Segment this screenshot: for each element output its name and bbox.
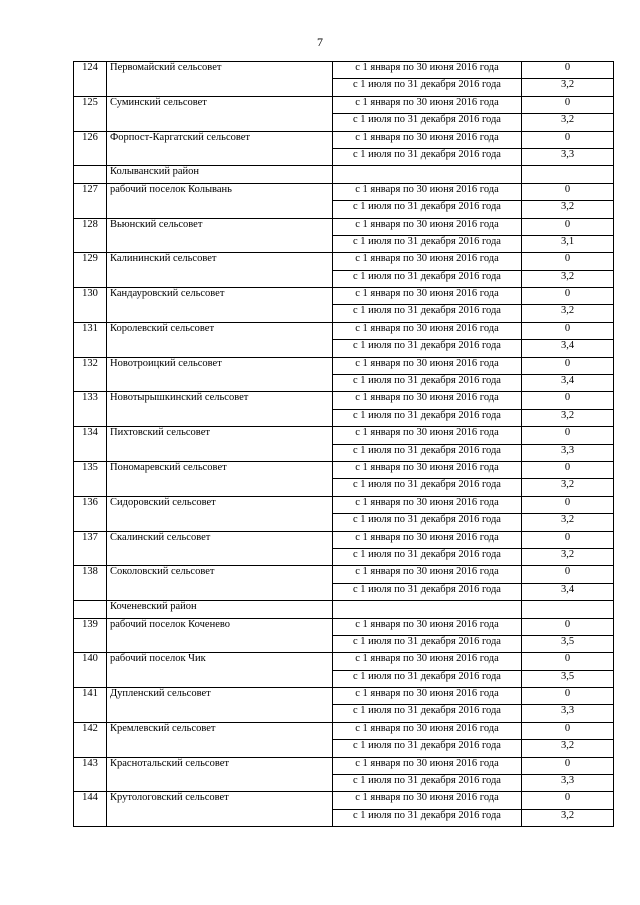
row-number: 126 (74, 131, 107, 148)
value-second-half: 3,1 (522, 235, 614, 252)
row-number: 129 (74, 253, 107, 270)
period-second-half: с 1 июля по 31 декабря 2016 года (333, 340, 522, 357)
period-second-half: с 1 июля по 31 декабря 2016 года (333, 270, 522, 287)
value-first-half: 0 (522, 496, 614, 513)
value-second-half: 3,2 (522, 114, 614, 131)
municipality-name-cell (107, 235, 333, 252)
value-first-half: 0 (522, 253, 614, 270)
table-row (74, 566, 614, 583)
period-second-half: с 1 июля по 31 декабря 2016 года (333, 375, 522, 392)
period-second-half: с 1 июля по 31 декабря 2016 года (333, 79, 522, 96)
row-number: 144 (74, 792, 107, 809)
table-row (74, 322, 614, 339)
district-row (74, 166, 614, 183)
period-first-half: с 1 января по 30 июня 2016 года (333, 392, 522, 409)
period-first-half: с 1 января по 30 июня 2016 года (333, 218, 522, 235)
value-first-half: 0 (522, 531, 614, 548)
period-second-half: с 1 июля по 31 декабря 2016 года (333, 548, 522, 565)
table-row (74, 409, 614, 426)
table-row (74, 183, 614, 200)
value-second-half: 3,2 (522, 305, 614, 322)
municipality-name-cell (107, 809, 333, 826)
row-number-cell (74, 670, 107, 687)
row-number-cell (74, 235, 107, 252)
municipality-name-cell (107, 270, 333, 287)
period-second-half: с 1 июля по 31 декабря 2016 года (333, 305, 522, 322)
value-second-half: 3,2 (522, 740, 614, 757)
period-second-half: с 1 июля по 31 декабря 2016 года (333, 809, 522, 826)
row-number: 139 (74, 618, 107, 635)
row-number: 128 (74, 218, 107, 235)
period-first-half: с 1 января по 30 июня 2016 года (333, 461, 522, 478)
row-number: 132 (74, 357, 107, 374)
municipality-name-cell (107, 340, 333, 357)
table-row (74, 653, 614, 670)
value-first-half: 0 (522, 183, 614, 200)
row-number-cell (74, 479, 107, 496)
row-number: 142 (74, 722, 107, 739)
row-number-cell (74, 114, 107, 131)
table-row (74, 427, 614, 444)
value-first-half: 0 (522, 62, 614, 79)
table-row (74, 79, 614, 96)
row-number: 131 (74, 322, 107, 339)
value-first-half: 0 (522, 427, 614, 444)
municipality-name: Новотырышкинский сельсовет (107, 392, 333, 409)
municipality-name: Кандауровский сельсовет (107, 288, 333, 305)
table-row (74, 757, 614, 774)
municipality-name: Пономаревский сельсовет (107, 461, 333, 478)
period-first-half: с 1 января по 30 июня 2016 года (333, 427, 522, 444)
district-name: Коченевский район (107, 601, 333, 618)
table-row (74, 218, 614, 235)
table-row (74, 392, 614, 409)
table-row (74, 253, 614, 270)
period-first-half: с 1 января по 30 июня 2016 года (333, 566, 522, 583)
value-second-half: 3,4 (522, 340, 614, 357)
period-second-half: с 1 июля по 31 декабря 2016 года (333, 114, 522, 131)
value-second-half: 3,2 (522, 270, 614, 287)
period-second-half: с 1 июля по 31 декабря 2016 года (333, 583, 522, 600)
period-first-half: с 1 января по 30 июня 2016 года (333, 253, 522, 270)
period-first-half: с 1 января по 30 июня 2016 года (333, 183, 522, 200)
municipality-name-cell (107, 705, 333, 722)
period-second-half: с 1 июля по 31 декабря 2016 года (333, 444, 522, 461)
table-row (74, 775, 614, 792)
value-cell (522, 166, 614, 183)
value-first-half: 0 (522, 392, 614, 409)
value-first-half: 0 (522, 792, 614, 809)
table-row (74, 479, 614, 496)
value-second-half: 3,4 (522, 583, 614, 600)
table-row (74, 305, 614, 322)
period-second-half: с 1 июля по 31 декабря 2016 года (333, 409, 522, 426)
row-number-cell (74, 705, 107, 722)
table-row (74, 235, 614, 252)
table-row (74, 792, 614, 809)
row-number: 133 (74, 392, 107, 409)
table-row (74, 357, 614, 374)
page-number: 7 (317, 35, 323, 49)
row-number: 130 (74, 288, 107, 305)
row-number-cell (74, 270, 107, 287)
value-second-half: 3,3 (522, 444, 614, 461)
period-first-half: с 1 января по 30 июня 2016 года (333, 531, 522, 548)
row-number: 135 (74, 461, 107, 478)
value-second-half: 3,4 (522, 375, 614, 392)
municipality-name: Форпост-Каргатский сельсовет (107, 131, 333, 148)
value-first-half: 0 (522, 461, 614, 478)
row-number-cell (74, 340, 107, 357)
row-number-cell (74, 305, 107, 322)
table-row (74, 635, 614, 652)
value-second-half: 3,2 (522, 548, 614, 565)
tariff-table (73, 61, 614, 827)
municipality-name: рабочий поселок Коченево (107, 618, 333, 635)
table-row (74, 96, 614, 113)
period-cell (333, 601, 522, 618)
table-row (74, 722, 614, 739)
period-second-half: с 1 июля по 31 декабря 2016 года (333, 740, 522, 757)
row-number-cell (74, 583, 107, 600)
value-second-half: 3,3 (522, 148, 614, 165)
municipality-name-cell (107, 635, 333, 652)
value-first-half: 0 (522, 357, 614, 374)
period-first-half: с 1 января по 30 июня 2016 года (333, 722, 522, 739)
table-row (74, 496, 614, 513)
table-row (74, 288, 614, 305)
value-first-half: 0 (522, 131, 614, 148)
municipality-name-cell (107, 79, 333, 96)
municipality-name-cell (107, 670, 333, 687)
municipality-name: Дупленский сельсовет (107, 688, 333, 705)
period-first-half: с 1 января по 30 июня 2016 года (333, 653, 522, 670)
table-row (74, 270, 614, 287)
municipality-name: Сидоровский сельсовет (107, 496, 333, 513)
municipality-name: рабочий поселок Колывань (107, 183, 333, 200)
row-number: 134 (74, 427, 107, 444)
municipality-name: Вьюнский сельсовет (107, 218, 333, 235)
table-row (74, 809, 614, 826)
table-row (74, 514, 614, 531)
value-second-half: 3,3 (522, 775, 614, 792)
row-number: 143 (74, 757, 107, 774)
period-first-half: с 1 января по 30 июня 2016 года (333, 618, 522, 635)
row-number-cell (74, 166, 107, 183)
period-second-half: с 1 июля по 31 декабря 2016 года (333, 235, 522, 252)
value-cell (522, 601, 614, 618)
municipality-name-cell (107, 740, 333, 757)
period-first-half: с 1 января по 30 июня 2016 года (333, 757, 522, 774)
table-row (74, 114, 614, 131)
period-first-half: с 1 января по 30 июня 2016 года (333, 288, 522, 305)
row-number: 127 (74, 183, 107, 200)
value-first-half: 0 (522, 618, 614, 635)
municipality-name-cell (107, 148, 333, 165)
municipality-name-cell (107, 409, 333, 426)
municipality-name: Калининский сельсовет (107, 253, 333, 270)
table-row (74, 461, 614, 478)
table-row (74, 201, 614, 218)
table-row (74, 444, 614, 461)
value-first-half: 0 (522, 566, 614, 583)
row-number-cell (74, 148, 107, 165)
municipality-name: Соколовский сельсовет (107, 566, 333, 583)
period-second-half: с 1 июля по 31 декабря 2016 года (333, 148, 522, 165)
row-number-cell (74, 548, 107, 565)
value-first-half: 0 (522, 218, 614, 235)
value-second-half: 3,2 (522, 409, 614, 426)
municipality-name: рабочий поселок Чик (107, 653, 333, 670)
municipality-name: Крутологовский сельсовет (107, 792, 333, 809)
table-row (74, 62, 614, 79)
row-number-cell (74, 444, 107, 461)
value-second-half: 3,2 (522, 201, 614, 218)
table-row (74, 131, 614, 148)
period-second-half: с 1 июля по 31 декабря 2016 года (333, 705, 522, 722)
municipality-name: Скалинский сельсовет (107, 531, 333, 548)
municipality-name: Королевский сельсовет (107, 322, 333, 339)
value-first-half: 0 (522, 688, 614, 705)
value-first-half: 0 (522, 322, 614, 339)
row-number: 138 (74, 566, 107, 583)
municipality-name: Первомайский сельсовет (107, 62, 333, 79)
period-second-half: с 1 июля по 31 декабря 2016 года (333, 670, 522, 687)
period-cell (333, 166, 522, 183)
row-number: 136 (74, 496, 107, 513)
district-name: Колыванский район (107, 166, 333, 183)
municipality-name-cell (107, 305, 333, 322)
value-first-half: 0 (522, 653, 614, 670)
value-first-half: 0 (522, 288, 614, 305)
period-first-half: с 1 января по 30 июня 2016 года (333, 131, 522, 148)
period-first-half: с 1 января по 30 июня 2016 года (333, 322, 522, 339)
municipality-name: Суминский сельсовет (107, 96, 333, 113)
table-row (74, 740, 614, 757)
row-number-cell (74, 601, 107, 618)
period-first-half: с 1 января по 30 июня 2016 года (333, 62, 522, 79)
value-second-half: 3,2 (522, 79, 614, 96)
value-second-half: 3,3 (522, 705, 614, 722)
table-row (74, 618, 614, 635)
table-row (74, 148, 614, 165)
value-first-half: 0 (522, 757, 614, 774)
row-number: 140 (74, 653, 107, 670)
table-row (74, 705, 614, 722)
row-number-cell (74, 809, 107, 826)
period-second-half: с 1 июля по 31 декабря 2016 года (333, 635, 522, 652)
municipality-name-cell (107, 444, 333, 461)
table-row (74, 688, 614, 705)
period-second-half: с 1 июля по 31 декабря 2016 года (333, 775, 522, 792)
row-number: 137 (74, 531, 107, 548)
municipality-name: Краснотальский сельсовет (107, 757, 333, 774)
table-row (74, 531, 614, 548)
table-row (74, 340, 614, 357)
value-second-half: 3,2 (522, 514, 614, 531)
municipality-name-cell (107, 201, 333, 218)
municipality-name-cell (107, 114, 333, 131)
municipality-name: Кремлевский сельсовет (107, 722, 333, 739)
value-first-half: 0 (522, 722, 614, 739)
period-first-half: с 1 января по 30 июня 2016 года (333, 357, 522, 374)
row-number-cell (74, 79, 107, 96)
period-second-half: с 1 июля по 31 декабря 2016 года (333, 201, 522, 218)
row-number: 125 (74, 96, 107, 113)
value-second-half: 3,5 (522, 635, 614, 652)
municipality-name-cell (107, 375, 333, 392)
period-first-half: с 1 января по 30 июня 2016 года (333, 792, 522, 809)
table-body (74, 62, 614, 827)
row-number: 141 (74, 688, 107, 705)
row-number-cell (74, 514, 107, 531)
municipality-name-cell (107, 583, 333, 600)
value-first-half: 0 (522, 96, 614, 113)
row-number-cell (74, 775, 107, 792)
period-second-half: с 1 июля по 31 декабря 2016 года (333, 479, 522, 496)
municipality-name-cell (107, 514, 333, 531)
table-row (74, 375, 614, 392)
row-number: 124 (74, 62, 107, 79)
row-number-cell (74, 635, 107, 652)
municipality-name: Пихтовский сельсовет (107, 427, 333, 444)
period-second-half: с 1 июля по 31 декабря 2016 года (333, 514, 522, 531)
period-first-half: с 1 января по 30 июня 2016 года (333, 96, 522, 113)
municipality-name-cell (107, 775, 333, 792)
municipality-name-cell (107, 479, 333, 496)
district-row (74, 601, 614, 618)
row-number-cell (74, 409, 107, 426)
value-second-half: 3,2 (522, 479, 614, 496)
value-second-half: 3,5 (522, 670, 614, 687)
value-second-half: 3,2 (522, 809, 614, 826)
period-first-half: с 1 января по 30 июня 2016 года (333, 688, 522, 705)
municipality-name-cell (107, 548, 333, 565)
row-number-cell (74, 740, 107, 757)
table-row (74, 583, 614, 600)
period-first-half: с 1 января по 30 июня 2016 года (333, 496, 522, 513)
table-row (74, 670, 614, 687)
table-row (74, 548, 614, 565)
row-number-cell (74, 375, 107, 392)
row-number-cell (74, 201, 107, 218)
municipality-name: Новотроицкий сельсовет (107, 357, 333, 374)
